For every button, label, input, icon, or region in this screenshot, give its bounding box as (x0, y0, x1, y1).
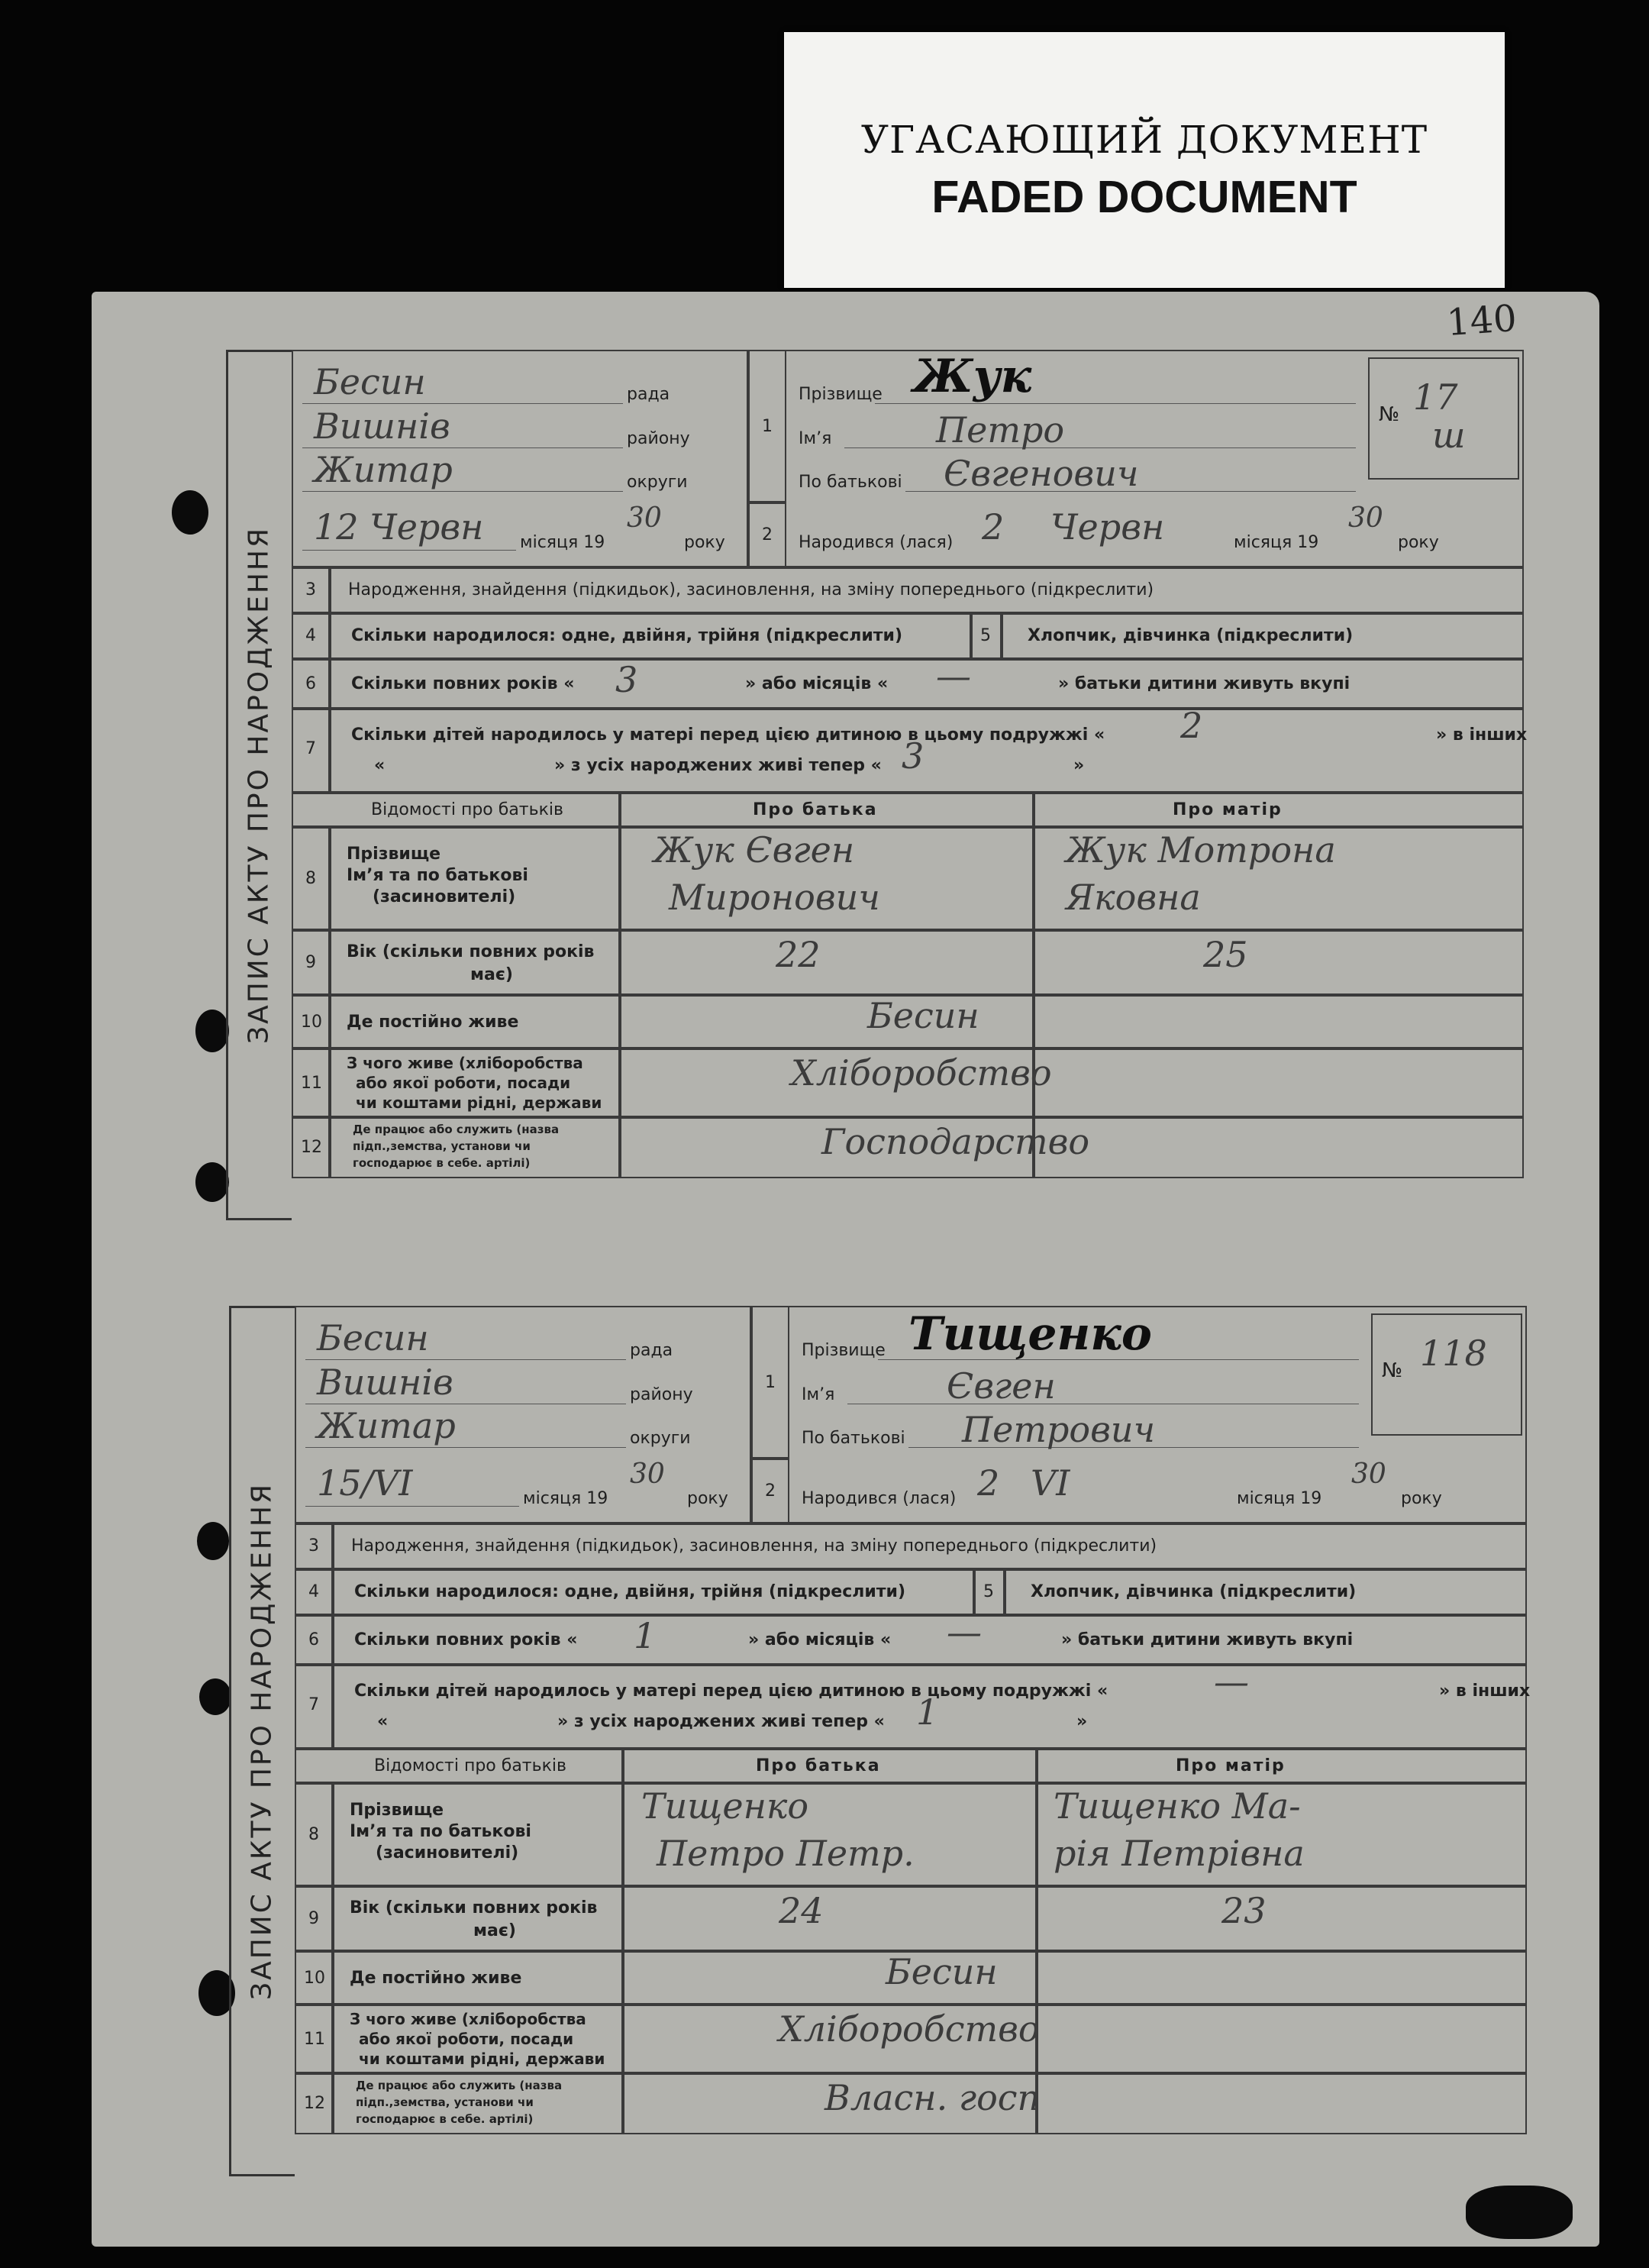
row8-text-a: Прізвище (350, 1801, 444, 1820)
children-alive-handwritten: 1 (916, 1691, 939, 1733)
row10-text: Де постійно живе (347, 1013, 519, 1032)
row-number: 3 (305, 580, 316, 599)
row-number: 8 (308, 1825, 319, 1844)
father-header: Про батька (753, 800, 878, 819)
row-number: 1 (762, 417, 773, 436)
row-number: 2 (762, 525, 773, 544)
row7-text-b: » в інших (1439, 1682, 1531, 1701)
month-label: місяця 19 (520, 533, 605, 552)
row-number: 8 (305, 869, 316, 888)
row6-text-c: » батьки дитини живуть вкупі (1061, 1630, 1354, 1649)
row10-text: Де постійно живе (350, 1969, 522, 1988)
father-age-handwritten: 22 (776, 934, 821, 975)
rule (875, 403, 1356, 404)
raion-label: району (630, 1385, 693, 1404)
father-name-line1: Жук Євген (653, 829, 855, 871)
born-label: Народився (лася) (799, 533, 954, 552)
row7-text-e: » (1073, 756, 1085, 775)
row8-text-b: Ім’я та по батькові (350, 1822, 531, 1841)
father-header: Про батька (756, 1756, 881, 1775)
raion-handwritten: Вишнів (314, 405, 450, 447)
row5-text: Хлопчик, дівчинка (підкреслити) (1031, 1582, 1357, 1601)
row-number: 5 (980, 626, 991, 645)
patronymic-label: По батькові (799, 473, 902, 492)
rada-label: рада (627, 385, 670, 404)
surname-handwritten: Жук (913, 350, 1032, 403)
row9-mother-cell (1037, 1886, 1527, 1951)
faded-document-label (784, 32, 1505, 288)
birth-record-form (226, 350, 1528, 1220)
surname-handwritten: Тищенко (908, 1307, 1152, 1361)
row11-text-c: чи коштами рідні, держави (359, 2050, 605, 2068)
row9-text-a: Вік (скільки повних років (347, 942, 595, 961)
row11-mother-cell (1034, 1048, 1524, 1117)
row10-mother-cell (1037, 1951, 1527, 2005)
row6-text-b: » або місяців « (748, 1630, 892, 1649)
mother-age-handwritten: 23 (1221, 1890, 1267, 1931)
row11-text-a: З чого живе (хліборобства (350, 2010, 586, 2028)
row8-text-c: (засиновителі) (376, 1843, 519, 1863)
punch-hole (172, 490, 208, 535)
rule (302, 491, 623, 492)
row8-text-b: Ім’я та по батькові (347, 866, 528, 885)
registration-day-handwritten: 12 Червн (314, 506, 484, 548)
row11-text-b: або якої роботи, посади (359, 2030, 574, 2048)
row3-text: Народження, знайдення (підкидьок), засиновлення, на зміну попереднього (підкреслити) (351, 1536, 1157, 1556)
row12-text-b: підп.,земства, установи чи (356, 2095, 534, 2109)
born-month-handwritten: VI (1031, 1462, 1070, 1504)
rule (844, 447, 1356, 448)
row9-text-b: має) (470, 965, 513, 984)
row-number: 9 (305, 953, 316, 972)
registration-year-handwritten: 30 (627, 502, 662, 534)
mother-name-line2: Яковна (1066, 877, 1201, 918)
row-number: 6 (305, 674, 316, 693)
number-label: № (1379, 403, 1400, 426)
okrugy-handwritten: Житар (314, 449, 453, 490)
row12-text-c: господарює в себе. артілі) (353, 1156, 531, 1170)
row9-text-b: має) (473, 1921, 516, 1940)
row11-mother-cell (1037, 2005, 1527, 2073)
punch-hole (195, 1010, 229, 1052)
row-number: 6 (308, 1630, 319, 1649)
rule (302, 447, 623, 448)
record-number-suffix-handwritten: ш (1432, 415, 1466, 456)
punch-hole (195, 1162, 229, 1202)
father-name-line1: Тищенко (641, 1785, 809, 1827)
residence-handwritten: Бесин (867, 995, 979, 1036)
born-month-label: місяця 19 (1237, 1489, 1322, 1508)
record-number-handwritten: 118 (1420, 1333, 1487, 1374)
row11-text-a: З чого живе (хліборобства (347, 1054, 583, 1072)
months-together-handwritten: — (936, 655, 971, 696)
row11-text-c: чи коштами рідні, держави (356, 1094, 602, 1112)
row-number: 3 (308, 1536, 319, 1556)
row-number: 2 (765, 1481, 776, 1501)
row7-text-e: » (1076, 1712, 1088, 1731)
name-label: Ім’я (799, 429, 832, 448)
row9-text-a: Вік (скільки повних років (350, 1898, 598, 1917)
side-title: ЗАПИС АКТУ ПРО НАРОДЖЕННЯ (246, 1482, 278, 2000)
born-month-handwritten: Червн (1050, 506, 1165, 548)
raion-label: району (627, 429, 690, 448)
row12-text-a: Де працює або служить (назва (353, 1123, 560, 1136)
row4-text: Скільки народилося: одне, двійня, трійня (підкреслити) (351, 626, 902, 645)
side-title: ЗАПИС АКТУ ПРО НАРОДЖЕННЯ (243, 526, 275, 1044)
surname-label: Прізвище (799, 385, 883, 404)
row9-label-cell (330, 930, 620, 995)
number-label: № (1382, 1359, 1403, 1382)
born-day-handwritten: 2 (977, 1462, 1000, 1504)
mother-header: Про матір (1176, 1756, 1286, 1775)
row12-mother-cell (1037, 2073, 1527, 2134)
row7-text-d: » з усіх народжених живі тепер « (554, 756, 882, 775)
row12-text-b: підп.,земства, установи чи (353, 1139, 531, 1153)
row12-text-a: Де працює або служить (назва (356, 2079, 563, 2092)
rada-label: рада (630, 1341, 673, 1360)
punch-hole (1466, 2186, 1573, 2239)
mother-header: Про матір (1173, 800, 1283, 819)
row9-mother-cell (1034, 930, 1524, 995)
punch-hole (199, 1678, 231, 1715)
name-handwritten: Петро (936, 409, 1065, 451)
label-english: FADED DOCUMENT (931, 172, 1357, 222)
row-number: 11 (304, 2030, 325, 2049)
children-alive-handwritten: 3 (902, 735, 925, 777)
row7-text-d: » з усіх народжених живі тепер « (557, 1712, 885, 1731)
registration-day-handwritten: 15/VI (317, 1462, 413, 1504)
patronymic-handwritten: Євгенович (944, 453, 1139, 494)
born-day-handwritten: 2 (982, 506, 1005, 548)
occupation-handwritten: Хліборобство (791, 1052, 1052, 1094)
rule (305, 1447, 626, 1448)
row7-text-b: » в інших (1436, 725, 1528, 745)
rada-handwritten: Бесин (317, 1317, 429, 1359)
row12-text-c: господарює в себе. артілі) (356, 2112, 534, 2126)
row7-text-a: Скільки дітей народилось у матері перед цією дитиною в цьому подружжі « (351, 725, 1105, 745)
row7-text-a: Скільки дітей народилось у матері перед цією дитиною в цьому подружжі « (354, 1682, 1108, 1701)
row7-text-c: « (374, 756, 386, 775)
father-name-line2: Петро Петр. (657, 1833, 915, 1874)
row6-text-a: Скільки повних років « (351, 674, 575, 693)
row9-father-cell (620, 930, 1034, 995)
residence-handwritten: Бесин (886, 1951, 998, 1992)
rule (302, 550, 516, 551)
registration-year-handwritten: 30 (630, 1459, 665, 1490)
born-year-handwritten: 30 (1348, 502, 1383, 534)
born-label: Народився (лася) (802, 1489, 957, 1508)
year-label: року (687, 1489, 728, 1508)
surname-label: Прізвище (802, 1341, 886, 1360)
row-number: 4 (308, 1582, 319, 1601)
occupation-handwritten: Хліборобство (779, 2008, 1040, 2050)
workplace-handwritten: Власн. госп (824, 2077, 1041, 2118)
born-month-label: місяця 19 (1234, 533, 1319, 552)
name-label: Ім’я (802, 1385, 835, 1404)
punch-hole (197, 1522, 229, 1560)
row7-cell (330, 709, 1524, 793)
rule (305, 1359, 626, 1360)
row9-label-cell (333, 1886, 623, 1951)
father-name-line2: Миронович (669, 877, 880, 918)
children-before-handwritten: — (1214, 1661, 1249, 1702)
okrugy-label: округи (627, 473, 688, 492)
father-age-handwritten: 24 (779, 1890, 824, 1931)
row8-text-c: (засиновителі) (373, 887, 516, 906)
row-number: 10 (304, 1969, 325, 1988)
workplace-handwritten: Господарство (821, 1121, 1090, 1162)
row11-text-b: або якої роботи, посади (356, 1074, 571, 1092)
mother-age-handwritten: 25 (1203, 934, 1248, 975)
record-number-handwritten: 17 (1413, 376, 1458, 418)
mother-name-line1: Тищенко Ма- (1054, 1785, 1301, 1827)
row12-mother-cell (1034, 1117, 1524, 1178)
row-number: 7 (308, 1695, 319, 1714)
patronymic-label: По батькові (802, 1429, 905, 1448)
row-number: 10 (301, 1013, 322, 1032)
row3-text: Народження, знайдення (підкидьок), засиновлення, на зміну попереднього (підкреслити) (348, 580, 1154, 599)
row-number: 11 (301, 1074, 322, 1093)
rule (305, 1506, 519, 1507)
row6-text-a: Скільки повних років « (354, 1630, 578, 1649)
month-label: місяця 19 (523, 1489, 608, 1508)
row7-text-c: « (377, 1712, 389, 1731)
okrugy-label: округи (630, 1429, 691, 1448)
row6-text-c: » батьки дитини живуть вкупі (1058, 674, 1351, 693)
label-russian: УГАСАЮЩИЙ ДОКУМЕНТ (860, 118, 1428, 162)
rada-handwritten: Бесин (314, 361, 426, 402)
rule (302, 403, 623, 404)
children-before-handwritten: 2 (1180, 705, 1203, 746)
row10-mother-cell (1034, 995, 1524, 1048)
row-number: 4 (305, 626, 316, 645)
row-number: 12 (301, 1138, 322, 1157)
raion-handwritten: Вишнів (317, 1362, 453, 1403)
row8-text-a: Прізвище (347, 845, 441, 864)
birth-record-form (229, 1306, 1531, 2176)
mother-name-line2: рія Петрівна (1054, 1833, 1305, 1874)
row-number: 5 (983, 1582, 994, 1601)
year-label: року (684, 533, 725, 552)
born-year-label: року (1401, 1489, 1442, 1508)
name-handwritten: Євген (947, 1365, 1056, 1407)
parents-info-header: Відомості про батьків (371, 800, 563, 819)
months-together-handwritten: — (947, 1611, 982, 1653)
years-together-handwritten: 1 (634, 1615, 657, 1656)
row-number: 12 (304, 2094, 325, 2113)
parents-info-header: Відомості про батьків (374, 1756, 566, 1775)
row4-text: Скільки народилося: одне, двійня, трійня (підкреслити) (354, 1582, 905, 1601)
row-number: 1 (765, 1373, 776, 1392)
row-number: 9 (308, 1909, 319, 1928)
row5-text: Хлопчик, дівчинка (підкреслити) (1028, 626, 1354, 645)
born-year-label: року (1398, 533, 1439, 552)
years-together-handwritten: 3 (615, 659, 638, 700)
row6-text-b: » або місяців « (745, 674, 889, 693)
mother-name-line1: Жук Мотрона (1066, 829, 1336, 871)
row-number: 7 (305, 739, 316, 758)
row9-father-cell (623, 1886, 1037, 1951)
patronymic-handwritten: Петрович (962, 1409, 1156, 1450)
born-year-handwritten: 30 (1351, 1459, 1386, 1490)
okrugy-handwritten: Житар (317, 1405, 456, 1446)
page-number: 140 (1445, 296, 1518, 345)
